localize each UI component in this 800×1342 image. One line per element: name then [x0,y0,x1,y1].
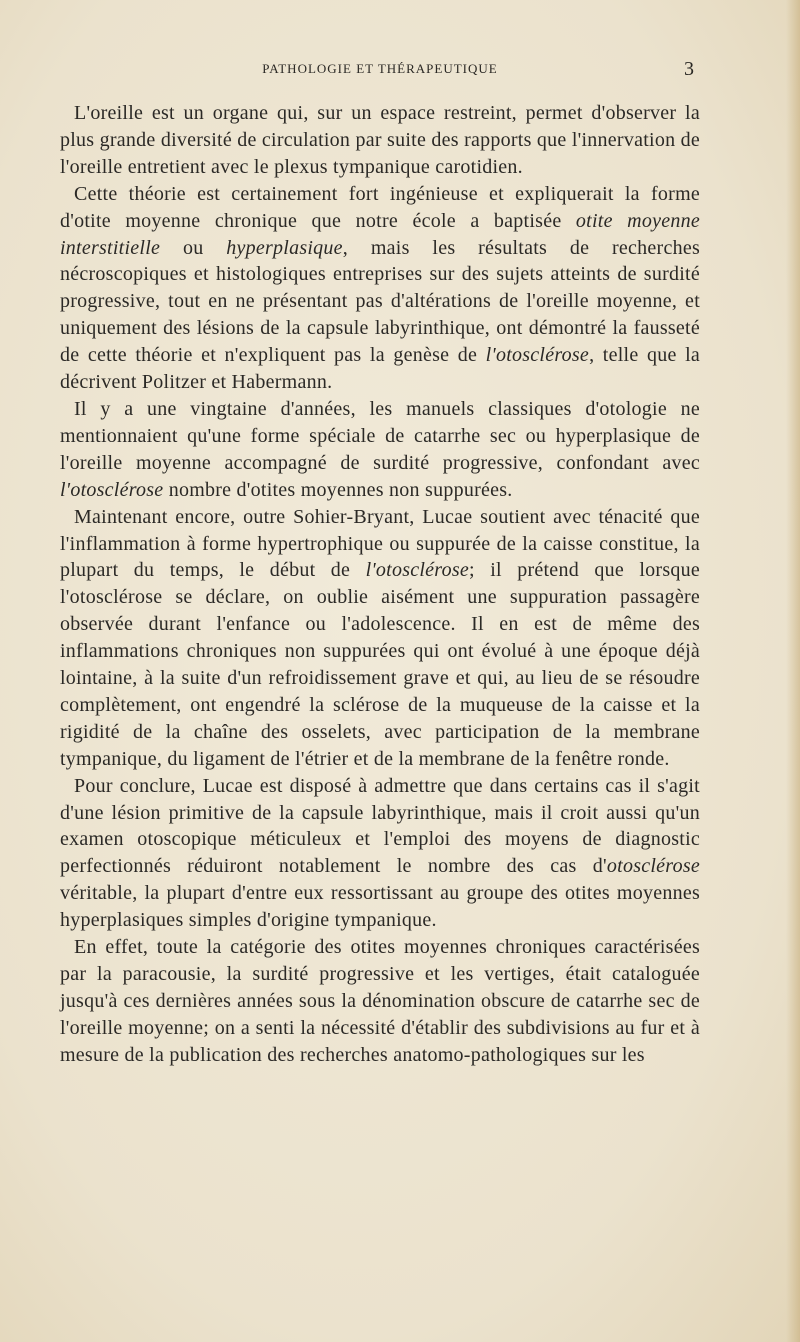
text-run: L'oreille est un organe qui, sur un espace restreint, permet d'observer la plus grande diversité de circulation par suite des rapports que l'innervation de l'oreille entretient avec le plexus tympanique carotidien. [60,102,700,178]
paragraph [60,504,700,773]
page-number: 3 [684,58,694,80]
italic-term: l'otosclérose [60,478,164,501]
text-run: ou [160,236,227,259]
body-text [60,100,700,1069]
italic-term: l'otosclérose [485,344,590,367]
paragraph [60,100,700,181]
paragraph [60,396,700,504]
text-run: Il y a une vingtaine d'années, les manuels classiques d'otologie ne mentionnaient qu'une forme spéciale de catarrhe sec ou hyperplasique de l'oreille moyenne accompagné de surdité progressive, confondant avec [60,397,700,474]
text-run: véritable, la plupart d'entre eux ressortissant au groupe des otites moyennes hyperplasiques simples d'origine tympanique. [60,882,700,932]
page-header [60,58,700,84]
running-head: PATHOLOGIE ET THÉRAPEUTIQUE [262,61,498,76]
paragraph [60,773,700,934]
text-run: Cette théorie est certainement fort ingénieuse et expliquerait la forme d'otite moyenne chronique que notre école a baptisée [60,182,700,232]
text-run: nombre d'otites moyennes non suppurées. [163,478,513,501]
paragraph [60,181,700,396]
italic-term: l'otosclérose [365,559,469,582]
text-run: , mais les résultats de recherches nécroscopiques et histologiques entreprises sur des sujets atteints de surdité progressive, tout en ne présentant pas d'altérations de l'oreille moyenne, et uniquement des lésions de la capsule labyrinthique, ont démontré la fausseté de cette théorie et n'expliquent pas la genèse de [60,236,700,367]
paragraph [60,934,700,1069]
italic-term: otosclérose [606,855,700,878]
italic-term: hyperplasique [226,236,343,259]
text-run: En effet, toute la catégorie des otites moyennes chroniques caractérisées par la paracousie, la surdité progressive et les vertiges, était cataloguée jusqu'à ces dernières années sous la dénomination obscure de catarrhe sec de l'oreille moyenne; on a senti la nécessité d'établir des subdivisions au fur et à mesure de la publication des recherches anatomo-pathologiques sur les [60,936,700,1066]
text-run: , telle que la décrivent Politzer et Habermann. [60,344,701,394]
text-run: ; il prétend que lorsque l'otosclérose se déclare, on oublie aisément une suppuration passagère observée durant l'enfance ou l'adolescence. Il en est de même des inflammations chroniques non suppurées qui ont évolué à une époque déjà lointaine, à la suite d'un refroidissement grave et qui, au lieu de se résoudre complètement, ont engendré la sclérose de la muqueuse de la caisse et la rigidité de la chaîne des osselets, avec participation de la membrane tympanique, du ligament de l'étrier et de la membrane de la fenêtre ronde. [60,559,700,770]
text-run: Pour conclure, Lucae est disposé à admettre que dans certains cas il s'agit d'une lésion primitive de la capsule labyrinthique, mais il croit aussi qu'un examen otoscopique méticuleux et l'emploi des moyens de diagnostic perfectionnés réduiront notablement le nombre des cas d' [60,774,700,878]
text-run: Maintenant encore, outre Sohier-Bryant, Lucae soutient avec ténacité que l'inflammation à forme hypertrophique ou suppurée de la caisse constitue, la plupart du temps, le début de [60,505,700,582]
italic-term: otite moyenne interstitielle [60,209,701,259]
page-edge-shading [786,0,800,1342]
